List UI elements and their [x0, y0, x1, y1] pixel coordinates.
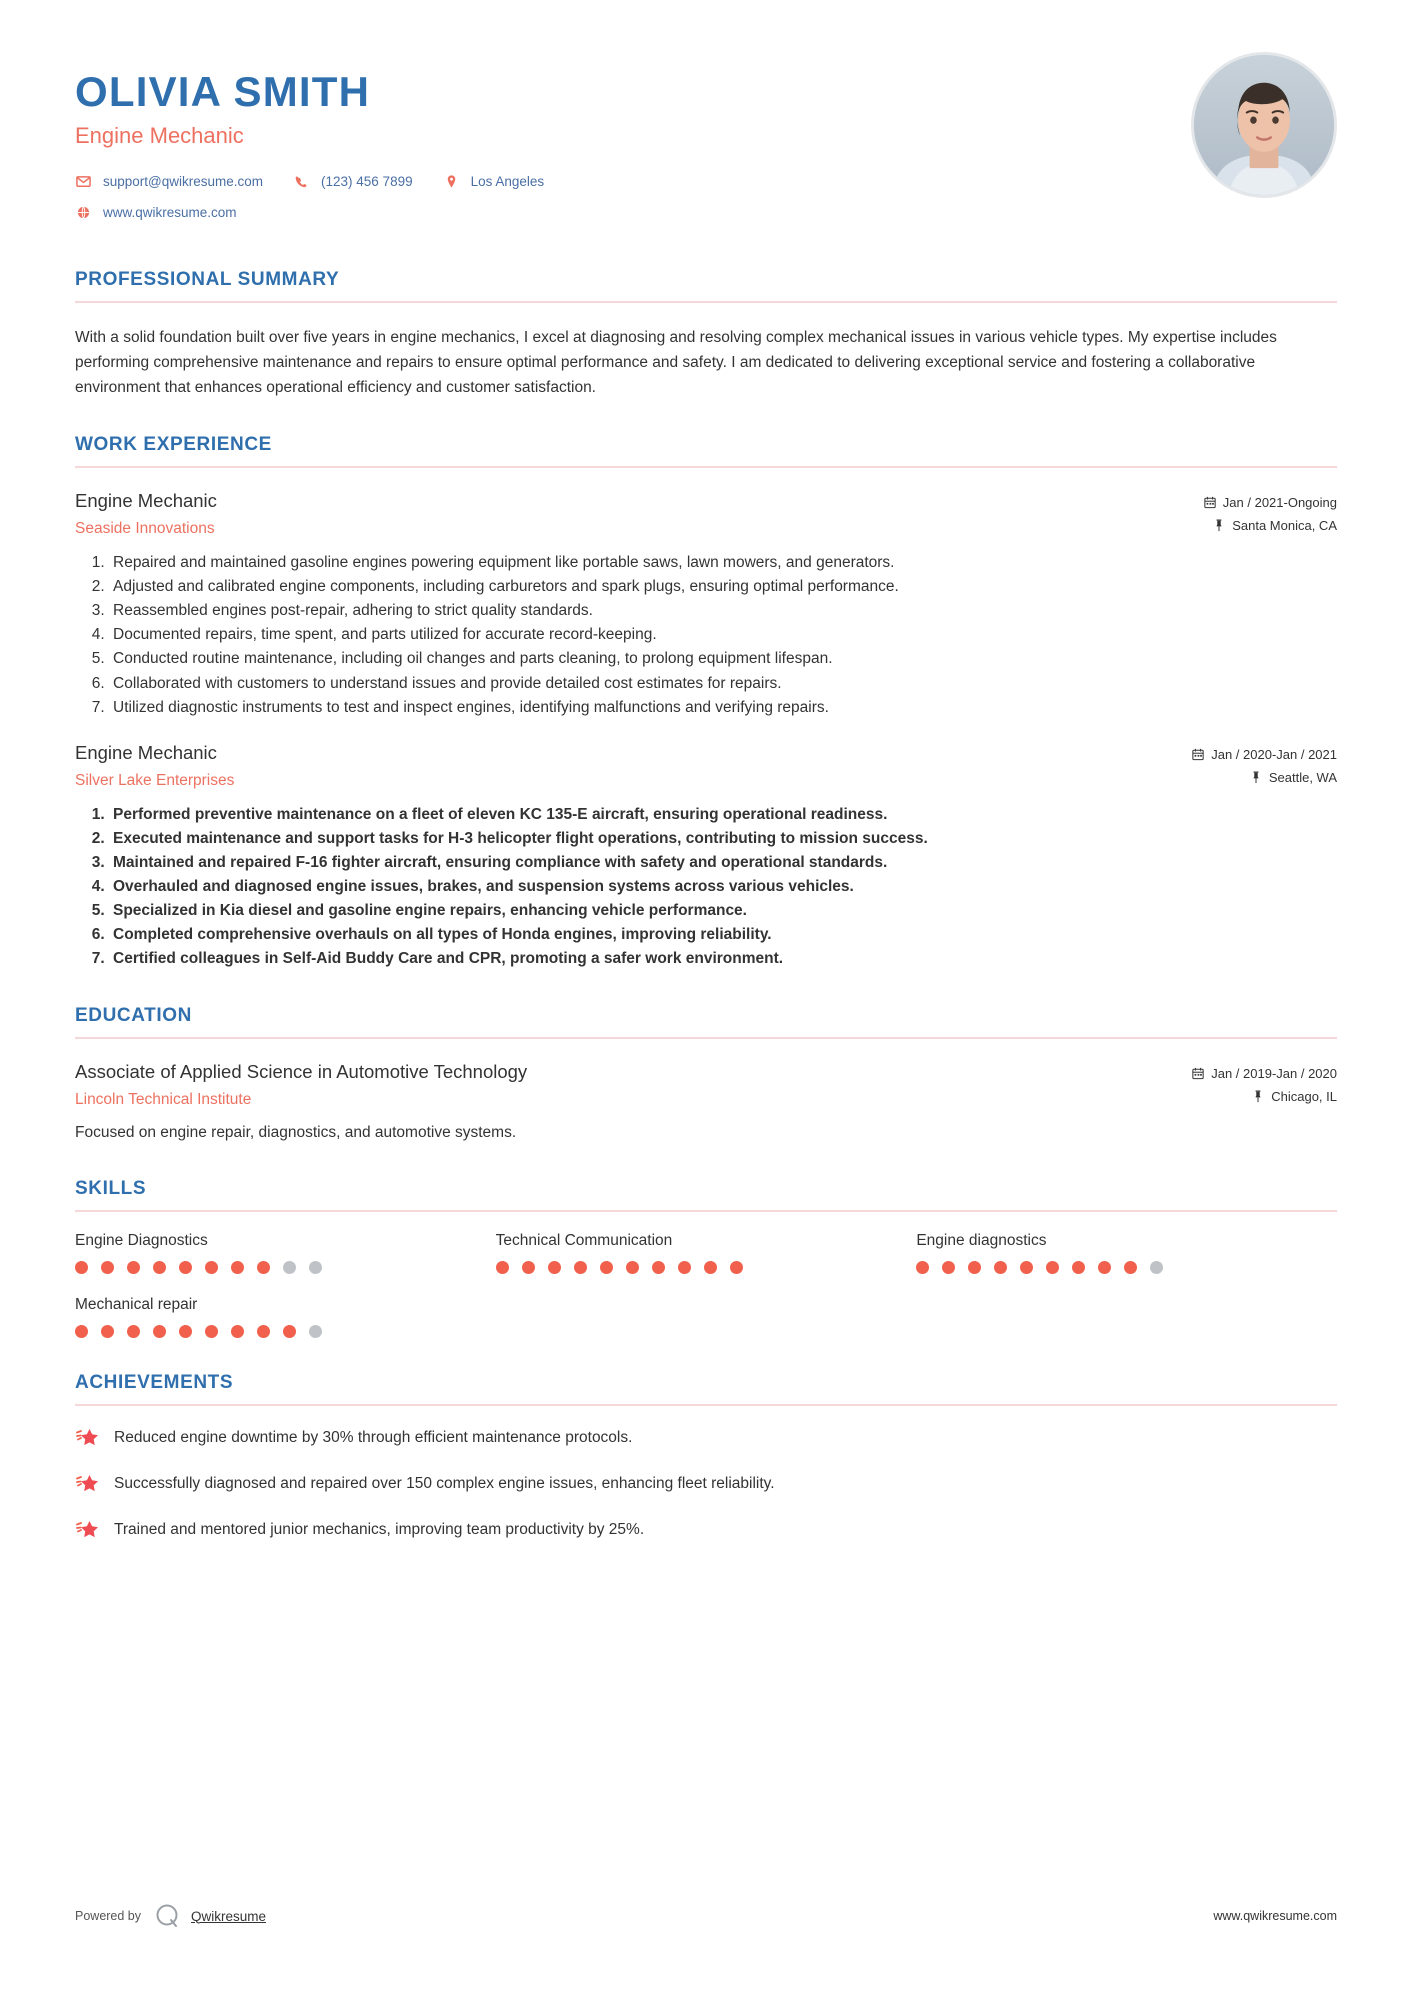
rating-dot-filled: [730, 1261, 743, 1274]
experience-list: [75, 490, 1337, 970]
skill-item: [75, 1296, 496, 1338]
entry-meta: [1204, 490, 1337, 541]
rating-dot-filled: [496, 1261, 509, 1274]
entry-location-text: Seattle, WA: [1268, 769, 1337, 785]
contact-row-secondary: [75, 204, 574, 221]
list-item: 2. Executed maintenance and support tasks for H-3 helicopter flight operations, contributing to mission success.: [109, 827, 1337, 851]
skill-rating-dots: [75, 1261, 496, 1274]
entry-date: [1192, 1066, 1337, 1081]
page-title: OLIVIA SMITH: [75, 68, 371, 115]
star-icon: [75, 1426, 99, 1450]
contact-phone-text: (123) 456 7899: [321, 174, 413, 190]
entry-description: Focused on engine repair, diagnostics, and automotive systems.: [75, 1123, 517, 1141]
rating-dot-filled: [678, 1261, 691, 1274]
rating-dot-filled: [1046, 1261, 1059, 1274]
globe-icon: [75, 204, 92, 221]
achievement-text: Trained and mentored junior mechanics, improving team productivity by 25%.: [114, 1520, 645, 1538]
rating-dot-filled: [704, 1261, 717, 1274]
rating-dot-filled: [75, 1325, 88, 1338]
rating-dot-filled: [179, 1325, 192, 1338]
section-title-skills: SKILLS: [75, 1177, 147, 1199]
rating-dot-filled: [257, 1325, 270, 1338]
section-education: [75, 1005, 1337, 1144]
rating-dot-filled: [1072, 1261, 1085, 1274]
rating-dot-filled: [574, 1261, 587, 1274]
rating-dot-filled: [1020, 1261, 1033, 1274]
rating-dot-filled: [257, 1261, 270, 1274]
rating-dot-filled: [1098, 1261, 1111, 1274]
contact-website-text: www.qwikresume.com: [103, 205, 237, 221]
entry-header: [75, 1061, 1337, 1112]
rating-dot-filled: [153, 1261, 166, 1274]
contact-row-primary: [75, 173, 574, 190]
skill-item: [916, 1232, 1337, 1274]
section-work-experience: [75, 434, 1337, 970]
achievement-text: Successfully diagnosed and repaired over 150 complex engine issues, enhancing fleet reliability.: [114, 1474, 775, 1492]
entry-header: [75, 742, 1337, 793]
entry-identity: [75, 490, 1204, 538]
entry-title: Engine Mechanic: [75, 741, 217, 763]
avatar: [1191, 52, 1337, 198]
entry-identity: [75, 742, 1192, 790]
rating-dot-filled: [994, 1261, 1007, 1274]
map-pin-icon: [1213, 519, 1225, 532]
list-item: 3. Maintained and repaired F-16 fighter aircraft, ensuring compliance with safety and operational standards.: [109, 851, 1337, 875]
rating-dot-filled: [179, 1261, 192, 1274]
rating-dot-filled: [101, 1261, 114, 1274]
entry-location: [1192, 770, 1337, 785]
skills-grid: [75, 1232, 1337, 1338]
section-achievements: [75, 1372, 1337, 1542]
list-item: 5. Conducted routine maintenance, including oil changes and parts cleaning, to prolong equipment lifespan.: [109, 647, 1337, 671]
phone-icon: [293, 173, 310, 190]
skill-item: [496, 1232, 917, 1274]
rating-dot-filled: [600, 1261, 613, 1274]
entry-bullet-list: [109, 551, 1337, 719]
skill-rating-dots: [916, 1261, 1337, 1274]
skill-rating-dots: [75, 1325, 496, 1338]
rating-dot-filled: [548, 1261, 561, 1274]
rating-dot-filled: [153, 1325, 166, 1338]
map-pin-icon: [1250, 771, 1262, 784]
list-item: 4. Documented repairs, time spent, and parts utilized for accurate record-keeping.: [109, 623, 1337, 647]
rating-dot-filled: [1124, 1261, 1137, 1274]
list-item: 6. Completed comprehensive overhauls on all types of Honda engines, improving reliability.: [109, 923, 1337, 947]
list-item: 1. Repaired and maintained gasoline engines powering equipment like portable saws, lawn mowers, and generators.: [109, 551, 1337, 575]
skill-rating-dots: [496, 1261, 917, 1274]
list-item: 4. Overhauled and diagnosed engine issues, brakes, and suspension systems across various vehicles.: [109, 875, 1337, 899]
section-title-experience: WORK EXPERIENCE: [75, 434, 272, 456]
entry-location: [1192, 1089, 1337, 1104]
qwikresume-logo-icon: [154, 1902, 182, 1930]
entry-organization: Lincoln Technical Institute: [75, 1090, 252, 1108]
rating-dot-filled: [652, 1261, 665, 1274]
contact-location-text: Los Angeles: [470, 174, 545, 190]
star-icon: [75, 1518, 99, 1542]
list-item: 7. Utilized diagnostic instruments to test and inspect engines, identifying malfunctions and verifying repairs.: [109, 696, 1337, 720]
contact-website[interactable]: [75, 204, 237, 221]
skill-name: Mechanical repair: [75, 1295, 198, 1313]
list-item: 7. Certified colleagues in Self-Aid Buddy Care and CPR, promoting a safer work environment.: [109, 947, 1337, 971]
section-title-achievements: ACHIEVEMENTS: [75, 1371, 234, 1393]
entry-meta: [1192, 742, 1337, 793]
entry-organization: Seaside Innovations: [75, 520, 215, 538]
rating-dot-filled: [231, 1261, 244, 1274]
rating-dot-filled: [205, 1261, 218, 1274]
calendar-icon: [1204, 496, 1216, 509]
rating-dot-filled: [942, 1261, 955, 1274]
skill-name: Technical Communication: [495, 1231, 673, 1249]
achievements-list: [75, 1426, 1337, 1542]
entry-date-text: Jan / 2019-Jan / 2020: [1211, 1065, 1337, 1081]
contact-info: [75, 173, 574, 221]
rating-dot-filled: [75, 1261, 88, 1274]
calendar-icon: [1192, 748, 1204, 761]
section-title-education: EDUCATION: [75, 1004, 192, 1026]
section-divider: [75, 1404, 1337, 1406]
entry-header: [75, 490, 1337, 541]
rating-dot-filled: [205, 1325, 218, 1338]
section-divider: [75, 1037, 1337, 1039]
rating-dot-filled: [127, 1261, 140, 1274]
education-entry: [75, 1061, 1337, 1144]
powered-by-label: Powered by: [75, 1909, 142, 1923]
contact-email-text: support@qwikresume.com: [103, 174, 264, 190]
experience-entry: [75, 742, 1337, 971]
qwikresume-brand-link[interactable]: Qwikresume: [191, 1908, 267, 1924]
entry-date: [1204, 495, 1337, 510]
contact-phone[interactable]: [293, 173, 413, 190]
section-divider: [75, 301, 1337, 303]
summary-text: With a solid foundation built over five years in engine mechanics, I excel at diagnosing and resolving complex mechanical issues in various vehicle types. My expertise includes performing comprehensive maintenance and repairs to ensure optimal performance and safety. I am dedicated to delivering exceptional service and fostering a collaborative environment that enhances operational efficiency and customer satisfaction.: [75, 329, 1277, 397]
education-list: [75, 1061, 1337, 1144]
entry-identity: [75, 1061, 1192, 1109]
contact-email[interactable]: [75, 173, 263, 190]
rating-dot-empty: [283, 1261, 296, 1274]
rating-dot-filled: [522, 1261, 535, 1274]
section-divider: [75, 466, 1337, 468]
entry-meta: [1192, 1061, 1337, 1112]
section-title-summary: PROFESSIONAL SUMMARY: [75, 269, 340, 291]
entry-title: Associate of Applied Science in Automotive Technology: [75, 1060, 528, 1082]
resume-header: [75, 52, 1337, 235]
map-pin-icon: [1252, 1090, 1264, 1103]
rating-dot-empty: [309, 1261, 322, 1274]
achievement-item: [75, 1518, 1337, 1542]
skill-name: Engine Diagnostics: [75, 1231, 208, 1249]
footer-website[interactable]: www.qwikresume.com: [1213, 1909, 1337, 1923]
entry-title: Engine Mechanic: [75, 490, 217, 512]
rating-dot-filled: [231, 1325, 244, 1338]
rating-dot-empty: [309, 1325, 322, 1338]
entry-location-text: Chicago, IL: [1271, 1088, 1337, 1104]
header-identity: [75, 52, 574, 235]
envelope-icon: [75, 173, 92, 190]
section-skills: [75, 1178, 1337, 1338]
job-role-subtitle: Engine Mechanic: [75, 123, 244, 149]
entry-bullet-list: [109, 803, 1337, 971]
skill-name: Engine diagnostics: [916, 1231, 1047, 1249]
rating-dot-filled: [283, 1325, 296, 1338]
footer-branding: [75, 1902, 266, 1930]
location-pin-icon: [443, 173, 460, 190]
star-icon: [75, 1472, 99, 1496]
rating-dot-filled: [626, 1261, 639, 1274]
experience-entry: [75, 490, 1337, 719]
achievement-item: [75, 1426, 1337, 1450]
achievement-text: Reduced engine downtime by 30% through efficient maintenance protocols.: [114, 1428, 633, 1446]
entry-date-text: Jan / 2021-Ongoing: [1222, 495, 1337, 511]
rating-dot-filled: [101, 1325, 114, 1338]
section-professional-summary: [75, 269, 1337, 400]
entry-organization: Silver Lake Enterprises: [75, 771, 235, 789]
contact-location: [443, 173, 545, 190]
entry-location-text: Santa Monica, CA: [1232, 518, 1337, 534]
rating-dot-filled: [127, 1325, 140, 1338]
achievement-item: [75, 1472, 1337, 1496]
entry-date: [1192, 747, 1337, 762]
entry-date-text: Jan / 2020-Jan / 2021: [1211, 746, 1337, 762]
page-footer: [75, 1902, 1337, 1930]
rating-dot-empty: [1150, 1261, 1163, 1274]
rating-dot-filled: [968, 1261, 981, 1274]
skill-item: [75, 1232, 496, 1274]
list-item: 6. Collaborated with customers to understand issues and provide detailed cost estimates for repairs.: [109, 672, 1337, 696]
calendar-icon: [1192, 1067, 1204, 1080]
list-item: 1. Performed preventive maintenance on a fleet of eleven KC 135-E aircraft, ensuring operational readiness.: [109, 803, 1337, 827]
list-item: 5. Specialized in Kia diesel and gasoline engine repairs, enhancing vehicle performance.: [109, 899, 1337, 923]
entry-location: [1204, 518, 1337, 533]
rating-dot-filled: [916, 1261, 929, 1274]
list-item: 3. Reassembled engines post-repair, adhering to strict quality standards.: [109, 599, 1337, 623]
section-divider: [75, 1210, 1337, 1212]
list-item: 2. Adjusted and calibrated engine components, including carburetors and spark plugs, ensuring optimal performance.: [109, 575, 1337, 599]
